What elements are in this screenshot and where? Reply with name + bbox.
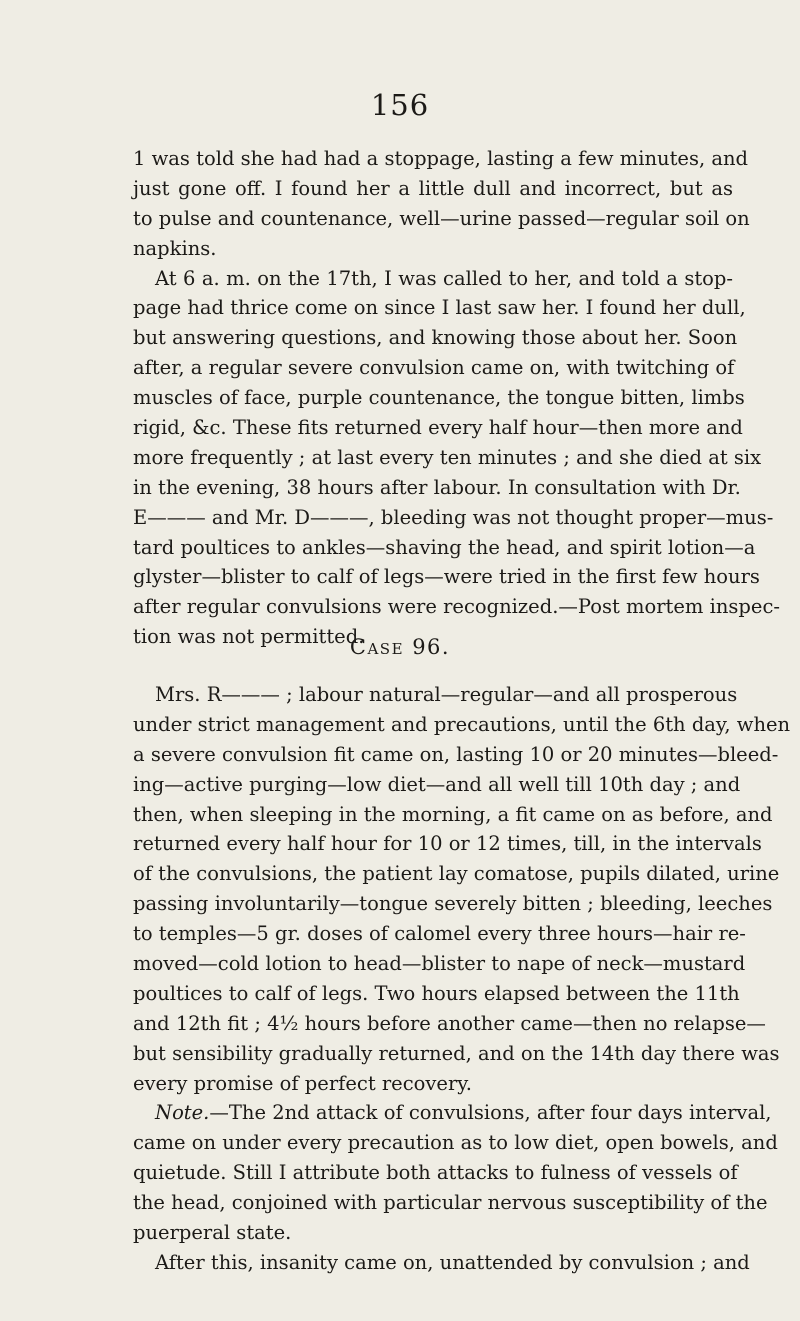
text-line: more frequently ; at last every ten minutes ; and she died at six (133, 445, 762, 469)
text-line: returned every half hour for 10 or 12 times, till, in the intervals (133, 832, 762, 856)
closing-paragraph (133, 1248, 750, 1278)
text-line: to pulse and countenance, well—urine passed—regular soil on (133, 206, 750, 230)
text-line: tard poultices to ankles—shaving the head, and spirit lotion—a (133, 535, 756, 559)
text-line: page had thrice come on since I last saw her. I found her dull, (133, 296, 746, 320)
text-line: but sensibility gradually returned, and on the 14th day there was (133, 1041, 780, 1065)
text-line: then, when sleeping in the morning, a fit came on as before, and (133, 802, 773, 826)
text-line: rigid, &c. These fits returned every half hour—then more and (133, 416, 743, 440)
text-line: under strict management and precautions, until the 6th day, when (133, 712, 791, 736)
text-line: every promise of perfect recovery. (133, 1071, 472, 1095)
text-line: glyster—blister to calf of legs—were tried in the first few hours (133, 565, 760, 589)
text-line: passing involuntarily—tongue severely bitten ; bleeding, leeches (133, 892, 773, 916)
text-block-case (133, 680, 791, 1278)
text-line: poultices to calf of legs. Two hours elapsed between the 11th (133, 981, 740, 1005)
text-line: napkins. (133, 236, 217, 260)
note-label: Note. (155, 1101, 210, 1125)
text-line: ing—active purging—low diet—and all well till 10th day ; and (133, 772, 741, 796)
text-block-top (133, 144, 780, 652)
paragraph (133, 264, 780, 653)
text-line: puerperal state. (133, 1221, 292, 1245)
text-line: in the evening, 38 hours after labour. In consultation with Dr. (133, 475, 741, 499)
text-line: came on under every precaution as to low diet, open bowels, and (133, 1131, 778, 1155)
text-line: Mrs. R——— ; labour natural—regular—and all prosperous (155, 683, 738, 706)
text-line: after regular convulsions were recognized.—Post mortem inspec- (133, 595, 780, 619)
text-line: After this, insanity came on, unattended by convulsion ; and (155, 1250, 750, 1274)
text-line: and 12th fit ; 4½ hours before another came—then no relapse— (133, 1011, 766, 1035)
text-line: At 6 a. m. on the 17th, I was called to her, and told a stop- (155, 266, 733, 290)
text-line: 1 was told she had had a stoppage, lasting a few minutes, and (133, 147, 749, 170)
text-line: moved—cold lotion to head—blister to nape of neck—mustard (133, 952, 746, 976)
note-first-line-text: —The 2nd attack of convulsions, after four days interval, (209, 1101, 772, 1125)
text-line: of the convulsions, the patient lay comatose, pupils dilated, urine (133, 862, 780, 886)
page-number: 156 (370, 88, 430, 122)
paragraph (133, 144, 750, 264)
text-line: to temples—5 gr. doses of calomel every three hours—hair re- (133, 922, 746, 946)
text-line: E——— and Mr. D———, bleeding was not thought proper—mus- (133, 505, 774, 529)
text-line: just gone off. I found her a little dull and incorrect, but as (133, 176, 733, 200)
text-line: muscles of face, purple countenance, the tongue bitten, limbs (133, 386, 745, 410)
text-line: quietude. Still I attribute both attacks to fulness of vessels of (133, 1161, 738, 1185)
note-paragraph (133, 1098, 778, 1247)
case-heading: Case 96. (349, 635, 451, 659)
text-line: the head, conjoined with particular nervous susceptibility of the (133, 1191, 768, 1215)
text-line (133, 1098, 772, 1128)
text-line: a severe convulsion fit came on, lasting 10 or 20 minutes—bleed- (133, 742, 779, 766)
text-line: but answering questions, and knowing those about her. Soon (133, 326, 738, 350)
text-line: after, a regular severe convulsion came on, with twitching of (133, 356, 735, 380)
text-line: tion was not permitted. (133, 625, 365, 649)
paragraph (133, 680, 791, 1098)
